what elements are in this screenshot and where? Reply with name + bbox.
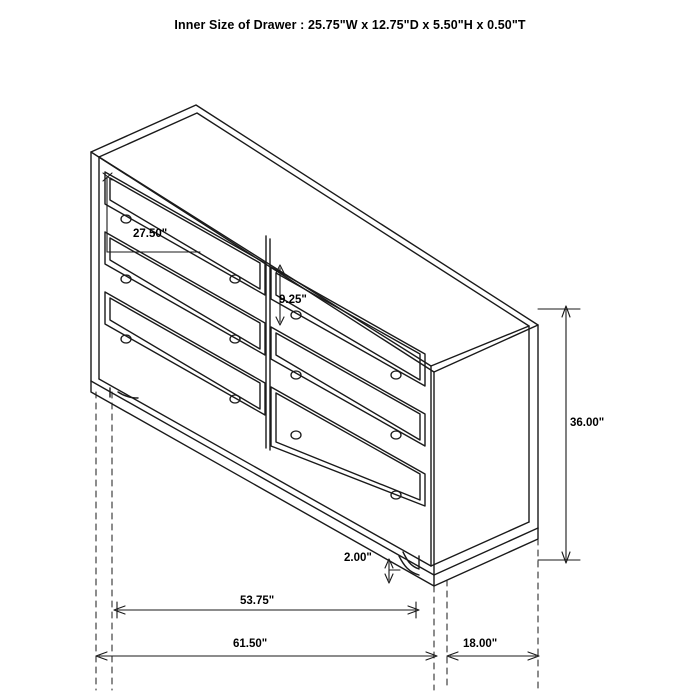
page-title: Inner Size of Drawer : 25.75"W x 12.75"D x 5.50"H x 0.50"T xyxy=(174,18,526,32)
dim-label-61-50: 61.50" xyxy=(233,638,268,650)
dim-label-27-50: 27.50" xyxy=(133,228,168,240)
drawer-right-2 xyxy=(271,327,425,446)
dim-label-18-00: 18.00" xyxy=(463,638,498,650)
dim-label-2-00: 2.00" xyxy=(344,552,372,564)
dim-label-9-25: 9.25" xyxy=(279,294,307,306)
drawer-left-2 xyxy=(105,232,265,355)
dresser-body xyxy=(91,152,538,575)
dim-36-00 xyxy=(538,306,580,563)
dim-label-53-75: 53.75" xyxy=(240,595,275,607)
dim-61-50 xyxy=(96,652,437,660)
drawer-left-1 xyxy=(105,172,265,295)
dim-18-00 xyxy=(447,652,539,660)
drawer-right-1 xyxy=(271,267,425,386)
dim-label-36-00: 36.00" xyxy=(570,417,605,429)
